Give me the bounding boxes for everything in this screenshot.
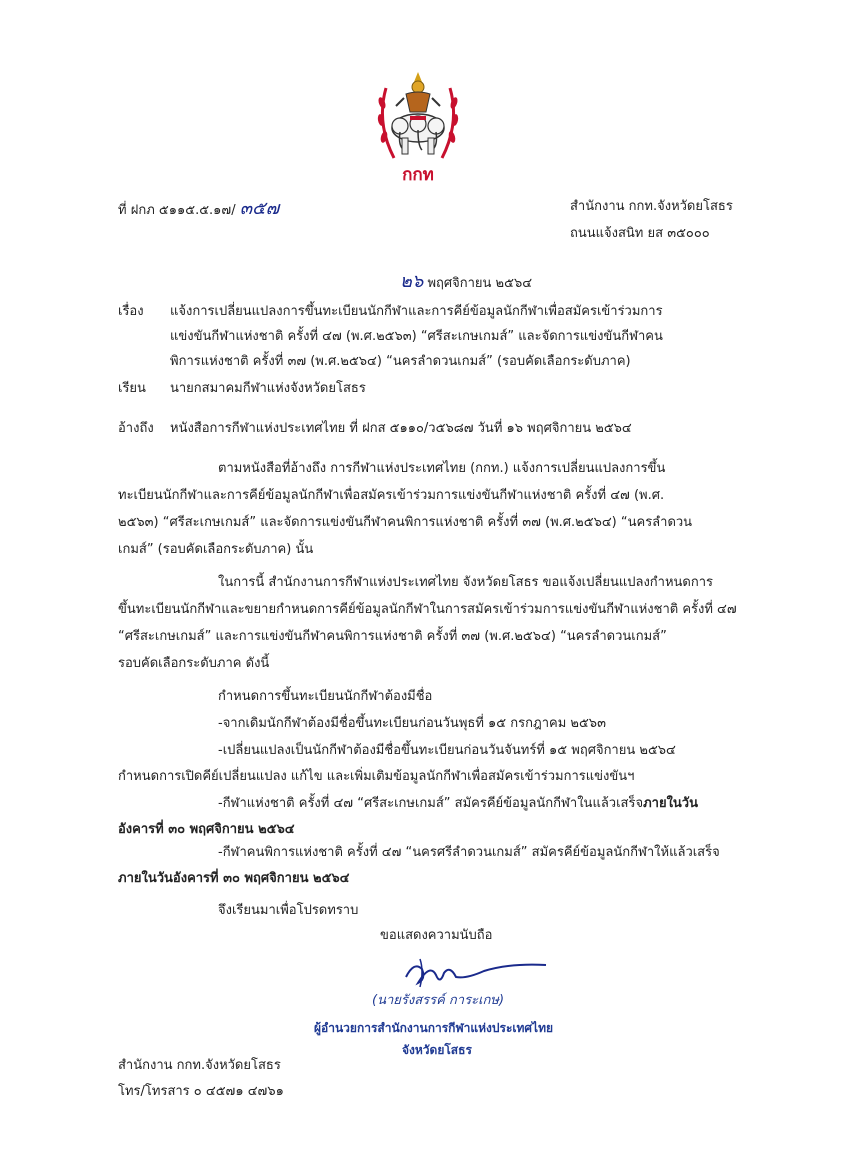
para2-line-4: รอบคัดเลือกระดับภาค ดังนี้ [118,656,270,671]
document-date [400,272,532,294]
para2-line-1: ในการนี้ สำนักงานการกีฬาแห่งประเทศไทย จังหวัดยโสธร ขอแจ้งเปลี่ยนแปลงกำหนดการ [218,575,714,590]
reference-text: หนังสือการกีฬาแห่งประเทศไทย ที่ ฝกส ๕๑๑๐/ว๕๖๘๗ วันที่ ๑๖ พฤศจิกายน ๒๕๖๔ [170,421,632,436]
subject-line-1: แจ้งการเปลี่ยนแปลงการขึ้นทะเบียนนักกีฬาและการคีย์ข้อมูลนักกีฬาเพื่อสมัครเข้าร่วมการ [170,304,663,319]
handwritten-ref-number: ๓๕๗ [239,198,280,219]
para1-line-4: เกมส์” (รอบคัดเลือกระดับภาค) นั้น [118,542,314,557]
para1-line-3: ๒๕๖๓) “ศรีสะเกษเกมส์” และจัดการแข่งขันกีฬาคนพิการแห่งชาติ ครั้งที่ ๓๗ (พ.ศ.๒๕๖๔) “นครลำดวน [118,515,693,530]
schedule-heading: กำหนดการขึ้นทะเบียนนักกีฬาต้องมีชื่อ [218,689,433,704]
signatory-title-2: จังหวัดยโสธร [402,1043,472,1057]
key-heading: กำหนดการเปิดคีย์เปลี่ยนแปลง แก้ไข และเพิ่มเติมข้อมูลนักกีฬาเพื่อสมัครเข้าร่วมการแข่งขันฯ [118,769,635,784]
closing-text: จึงเรียนมาเพื่อโปรดทราบ [218,903,359,918]
document-ref [118,199,279,221]
recipient-label: เรียน [118,381,146,396]
para1-line-1: ตามหนังสือที่อ้างถึง การกีฬาแห่งประเทศไทย (กกท.) แจ้งการเปลี่ยนแปลงการขึ้น [218,461,666,476]
footer-phone: โทร/โทรสาร ๐ ๔๕๗๑ ๔๗๖๑ [118,1084,284,1099]
signatory-name: (นายรังสรรค์ การะเกษ) [372,993,505,1008]
handwritten-day: ๒๖ [400,271,424,292]
item-3-deadline-start: ภายในวัน [643,796,698,811]
office-address-line2: ถนนแจ้งสนิท ยส ๓๕๐๐๐ [570,226,710,241]
signature-icon [400,955,550,991]
footer-office: สำนักงาน กกท.จังหวัดยโสธร [118,1058,281,1073]
item-3-deadline-end: อังคารที่ ๓๐ พฤศจิกายน ๒๕๖๔ [118,822,295,837]
schedule-item-2: -เปลี่ยนแปลงเป็นนักกีฬาต้องมีชื่อขึ้นทะเบียนก่อนวันจันทร์ที่ ๑๕ พฤศจิกายน ๒๕๖๔ [218,743,676,758]
schedule-item-4: -กีฬาคนพิการแห่งชาติ ครั้งที่ ๔๗ “นครศรีลำดวนเกมส์” สมัครคีย์ข้อมูลนักกีฬาให้แล้วเสร็จ [218,845,720,860]
para1-line-2: ทะเบียนนักกีฬาและการคีย์ข้อมูลนักกีฬาเพื่อสมัครเข้าร่วมการแข่งขันกีฬาแห่งชาติ ครั้งที่ ๔๗ (พ.ศ. [118,488,665,503]
subject-label: เรื่อง [118,304,144,319]
schedule-item-1: -จากเดิมนักกีฬาต้องมีชื่อขึ้นทะเบียนก่อนวันพุธที่ ๑๕ กรกฎาคม ๒๕๖๓ [218,716,606,731]
reference-label: อ้างถึง [118,421,154,436]
para2-line-2: ขึ้นทะเบียนนักกีฬาและขยายกำหนดการคีย์ข้อมูลนักกีฬาในการสมัครเข้าร่วมการแข่งขันกีฬาแห่งชาติ ครั้งที่ ๔๗ [118,602,737,617]
para2-line-3: “ศรีสะเกษเกมส์” และการแข่งขันกีฬาคนพิการแห่งชาติ ครั้งที่ ๓๗ (พ.ศ.๒๕๖๔) “นครลำดวนเกมส์” [118,629,667,644]
recipient: นายกสมาคมกีฬาแห่งจังหวัดยโสธร [170,381,366,396]
office-address-line1: สำนักงาน กกท.จังหวัดยโสธร [570,199,733,214]
subject-line-2: แข่งขันกีฬาแห่งชาติ ครั้งที่ ๔๗ (พ.ศ.๒๕๖๓) “ศรีสะเกษเกมส์” และจัดการแข่งขันกีฬาคน [170,329,663,344]
closing-regards: ขอแสดงความนับถือ [380,928,493,943]
logo-wordmark: กกท [402,165,434,185]
ref-prefix: ที่ ฝกภ ๕๑๑๕.๕.๑๗/ [118,203,236,218]
signatory-title-1: ผู้อำนวยการสำนักงานการกีฬาแห่งประเทศไทย [314,1021,554,1035]
item-3-text: -กีฬาแห่งชาติ ครั้งที่ ๔๗ “ศรีสะเกษเกมส์” สมัครคีย์ข้อมูลนักกีฬาในแล้วเสร็จ [218,796,644,811]
subject-line-3: พิการแห่งชาติ ครั้งที่ ๓๗ (พ.ศ.๒๕๖๔) “นครลำดวนเกมส์” (รอบคัดเลือกระดับภาค) [170,354,631,369]
date-month-year: พฤศจิกายน ๒๕๖๔ [427,276,533,291]
item-4-deadline: ภายในวันอังคารที่ ๓๐ พฤศจิกายน ๒๕๖๔ [118,871,350,886]
schedule-item-3 [218,794,698,814]
